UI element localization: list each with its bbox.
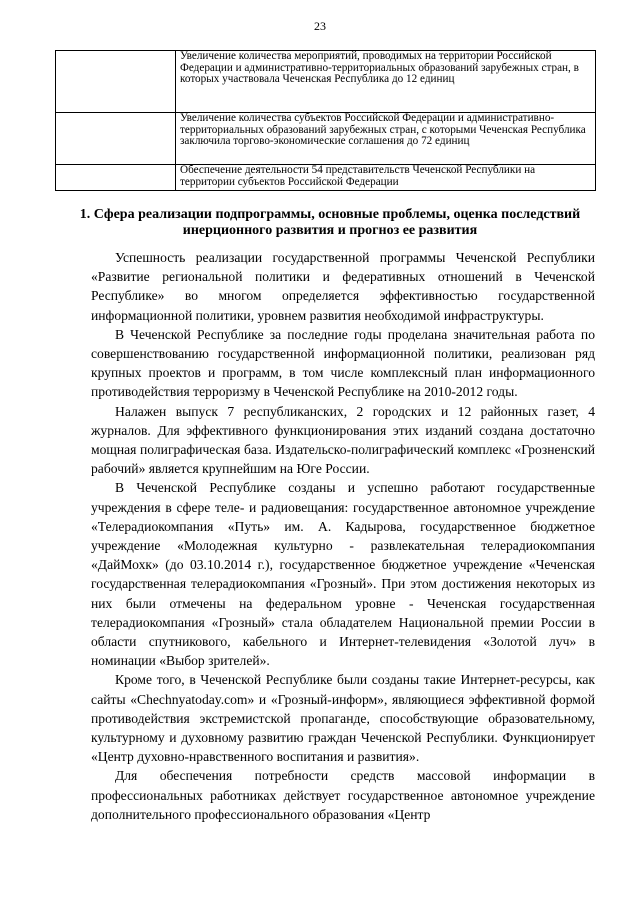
goals-table	[55, 50, 596, 191]
table-cell-empty	[56, 113, 176, 165]
paragraph: Налажен выпуск 7 республиканских, 2 городских и 12 районных газет, 4 журналов. Для эффективного функционирования этих изданий создана достаточно мощная полиграфическая база. Издательско-полиграфический комплекс «Грозненский рабочий» является крупнейшим на Юге России.	[91, 403, 595, 477]
table-row	[56, 113, 596, 165]
section-title: 1. Сфера реализации подпрограммы, основные проблемы, оценка последствий инерционного развития и прогноз ее развития	[79, 207, 581, 238]
body-text	[91, 248, 595, 824]
paragraph: В Чеченской Республике за последние годы проделана значительная работа по совершенствованию государственной информационной политики, реализован ряд крупных проектов и программ, в том числе комплексный план информационного противодействия терроризму в Чеченской Республике на 2010-2012 годы.	[91, 326, 595, 400]
table-row	[56, 51, 596, 113]
paragraph: Для обеспечения потребности средств массовой информации в профессиональных работниках действует государственное автономное учреждение дополнительного профессионального образования «Центр	[91, 768, 595, 822]
paragraph: Кроме того, в Чеченской Республике были созданы такие Интернет-ресурсы, как сайты «Chechnyatoday.com» и «Грозный-информ», являющиеся эффективной формой противодействия экстремистской пропаганде, способствующие образовательному, культурному и духовному развитию граждан Чеченской Республики. Функционирует «Центр духовно-нравственного воспитания и развития».	[91, 672, 595, 765]
table-cell-goal: Увеличение количества мероприятий, проводимых на территории Российской Федерации и административно-территориальных образований зарубежных стран, в которых участвовала Чеченская Республика до 12 единиц	[176, 51, 596, 113]
table-row	[56, 165, 596, 191]
table-cell-empty	[56, 165, 176, 191]
paragraph: Успешность реализации государственной программы Чеченской Республики «Развитие региональной политики и федеративных отношений в Чеченской Республике» во многом определяется эффективностью государственной информационной политики, уровнем развития необходимой инфраструктуры.	[91, 250, 595, 323]
paragraph: В Чеченской Республике созданы и успешно работают государственные учреждения в сфере теле- и радиовещания: государственное автономное учреждение «Телерадиокомпания «Путь» им. А. Кадырова, государственное бюджетное учреждение «Молодежная культурно - развлекательная телерадиокомпания «ДайМохк» (до 03.10.2014 г.), государственное бюджетное учреждение «Чеченская государственная телерадиокомпания «Грозный». При этом достижения некоторых из них были отмечены на федеральном уровне - Чеченская государственная телерадиокомпания «Грозный» стала обладателем Национальной премии России в области спутникового, кабельного и Интернет-телевидения «Золотой луч» в номинации «Выбор зрителей».	[91, 480, 595, 669]
table-cell-goal: Увеличение количества субъектов Российской Федерации и административно-территориальных образований зарубежных стран, с которыми Чеченская Республика заключила торгово-экономические соглашения до 72 единиц	[176, 113, 596, 165]
table-cell-goal: Обеспечение деятельности 54 представительств Чеченской Республики на территории субъектов Российской Федерации	[176, 165, 596, 191]
table-cell-empty	[56, 51, 176, 113]
page-number: 23	[314, 19, 326, 33]
